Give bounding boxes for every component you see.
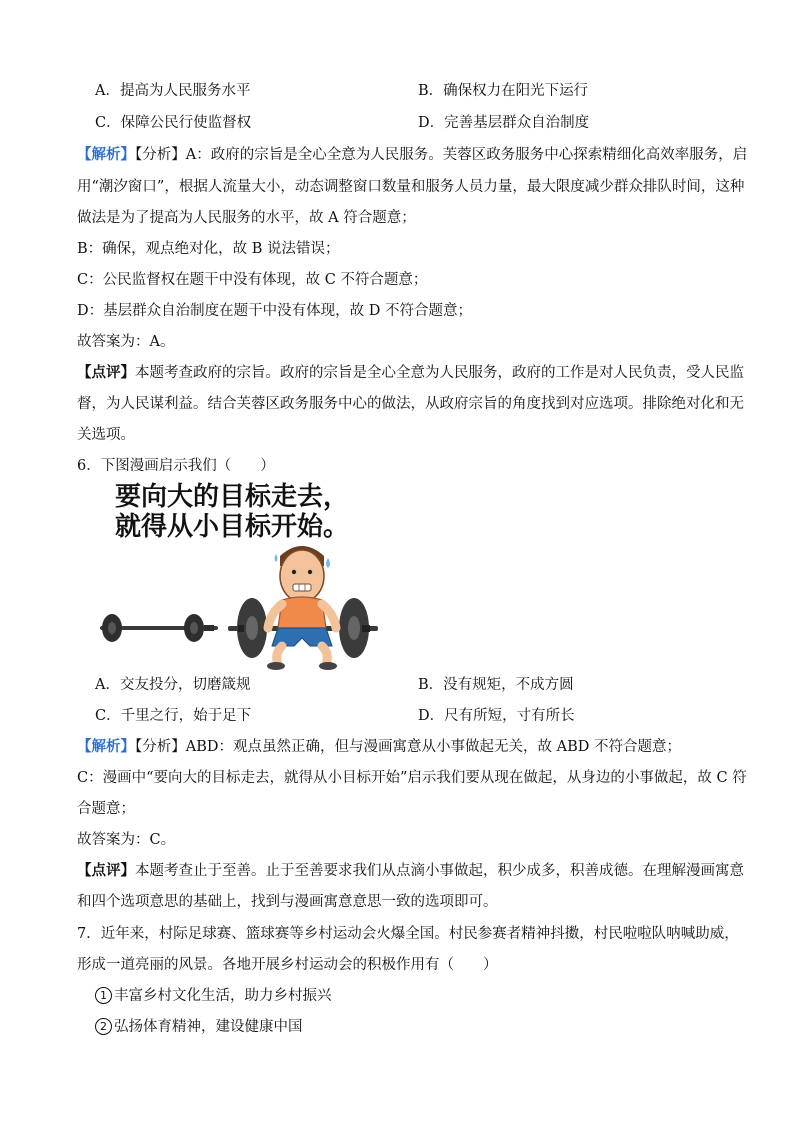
small-barbell-icon	[100, 614, 218, 642]
circled-number: 2	[95, 1018, 112, 1035]
q7-stem-line-2: 形成一道亮丽的风景。各地开展乡村运动会的积极作用有（ ）	[77, 957, 498, 973]
q5-option-d: D．完善基层群众自治制度	[418, 115, 590, 131]
q5-answer: 故答案为：A。	[77, 334, 175, 350]
q6-option-b: B．没有规矩，不成方圆	[418, 677, 574, 693]
circled-number: 1	[95, 987, 112, 1004]
q5-comment-line-1	[77, 363, 744, 383]
q5-comment-line-2: 督，为人民谋利益。结合芙蓉区政务服务中心的做法，从政府宗旨的角度找到对应选项。排除绝对化和无	[77, 396, 744, 412]
cartoon-caption-2: 就得从小目标开始。	[115, 512, 350, 542]
comment-tag: 【点评】	[77, 862, 135, 879]
q5-analysis-line-1	[77, 145, 747, 165]
q6-option-d: D．尺有所短，寸有所长	[418, 708, 575, 724]
q5-analysis-line-6: D：基层群众自治制度在题干中没有体现，故 D 不符合题意；	[77, 303, 472, 319]
lifter-figure-icon	[267, 546, 337, 670]
analysis-text: 【分析】ABD：观点虽然正确，但与漫画寓意从小事做起无关，故 ABD 不符合题意；	[135, 739, 681, 755]
analysis-tag: 【解析】	[77, 146, 135, 163]
cartoon-caption-1: 要向大的目标走去，	[115, 482, 350, 512]
q6-analysis-line-1	[77, 737, 681, 757]
q7-item-2	[95, 1017, 303, 1037]
q6-stem: 6．下图漫画启示我们（ ）	[77, 458, 275, 474]
q6-analysis-line-2: C：漫画中“要向大的目标走去，就得从小目标开始”启示我们要从现在做起，从身边的小事做起，故 C 符	[77, 770, 747, 786]
q5-option-c: C．保障公民行使监督权	[95, 115, 252, 131]
q5-analysis-line-4: B：确保，观点绝对化，故 B 说法错误；	[77, 241, 340, 257]
item-text: 弘扬体育精神，建设健康中国	[114, 1019, 303, 1035]
q6-comment-line-1	[77, 861, 744, 881]
analysis-text: 【分析】A：政府的宗旨是全心全意为人民服务。芙蓉区政务服务中心探索精细化高效率服务，启	[135, 147, 748, 163]
comment-text: 本题考查止于至善。止于至善要求我们从点滴小事做起，积少成多，积善成德。在理解漫画寓意	[135, 863, 744, 879]
q7-item-1	[95, 986, 332, 1006]
item-text: 丰富乡村文化生活，助力乡村振兴	[114, 988, 332, 1004]
analysis-tag: 【解析】	[77, 738, 135, 755]
comment-text: 本题考查政府的宗旨。政府的宗旨是全心全意为人民服务，政府的工作是对人民负责，受人民监	[135, 365, 744, 381]
weightlifting-cartoon	[92, 478, 382, 670]
comment-tag: 【点评】	[77, 364, 135, 381]
q5-comment-line-3: 关选项。	[77, 427, 135, 443]
q6-comment-line-2: 和四个选项意思的基础上，找到与漫画寓意意思一致的选项即可。	[77, 894, 498, 910]
q5-analysis-line-2: 用“潮汐窗口”，根据人流量大小，动态调整窗口数量和服务人员力量，最大限度减少群众排队时间，这种	[77, 179, 745, 195]
q6-analysis-line-3: 合题意；	[77, 801, 135, 817]
q7-stem-line-1: 7．近年来，村际足球赛、篮球赛等乡村运动会火爆全国。村民参赛者精神抖擞，村民啦啦队呐喊助威，	[77, 926, 739, 942]
q6-answer: 故答案为：C。	[77, 832, 176, 848]
q6-option-a: A．交友投分，切磨箴规	[95, 677, 251, 693]
q5-analysis-line-5: C：公民监督权在题干中没有体现，故 C 不符合题意；	[77, 272, 428, 288]
q5-option-a: A．提高为人民服务水平	[95, 83, 251, 99]
q5-option-b: B．确保权力在阳光下运行	[418, 83, 589, 99]
q6-option-c: C．千里之行，始于足下	[95, 708, 252, 724]
q5-analysis-line-3: 做法是为了提高为人民服务的水平，故 A 符合题意；	[77, 210, 416, 226]
